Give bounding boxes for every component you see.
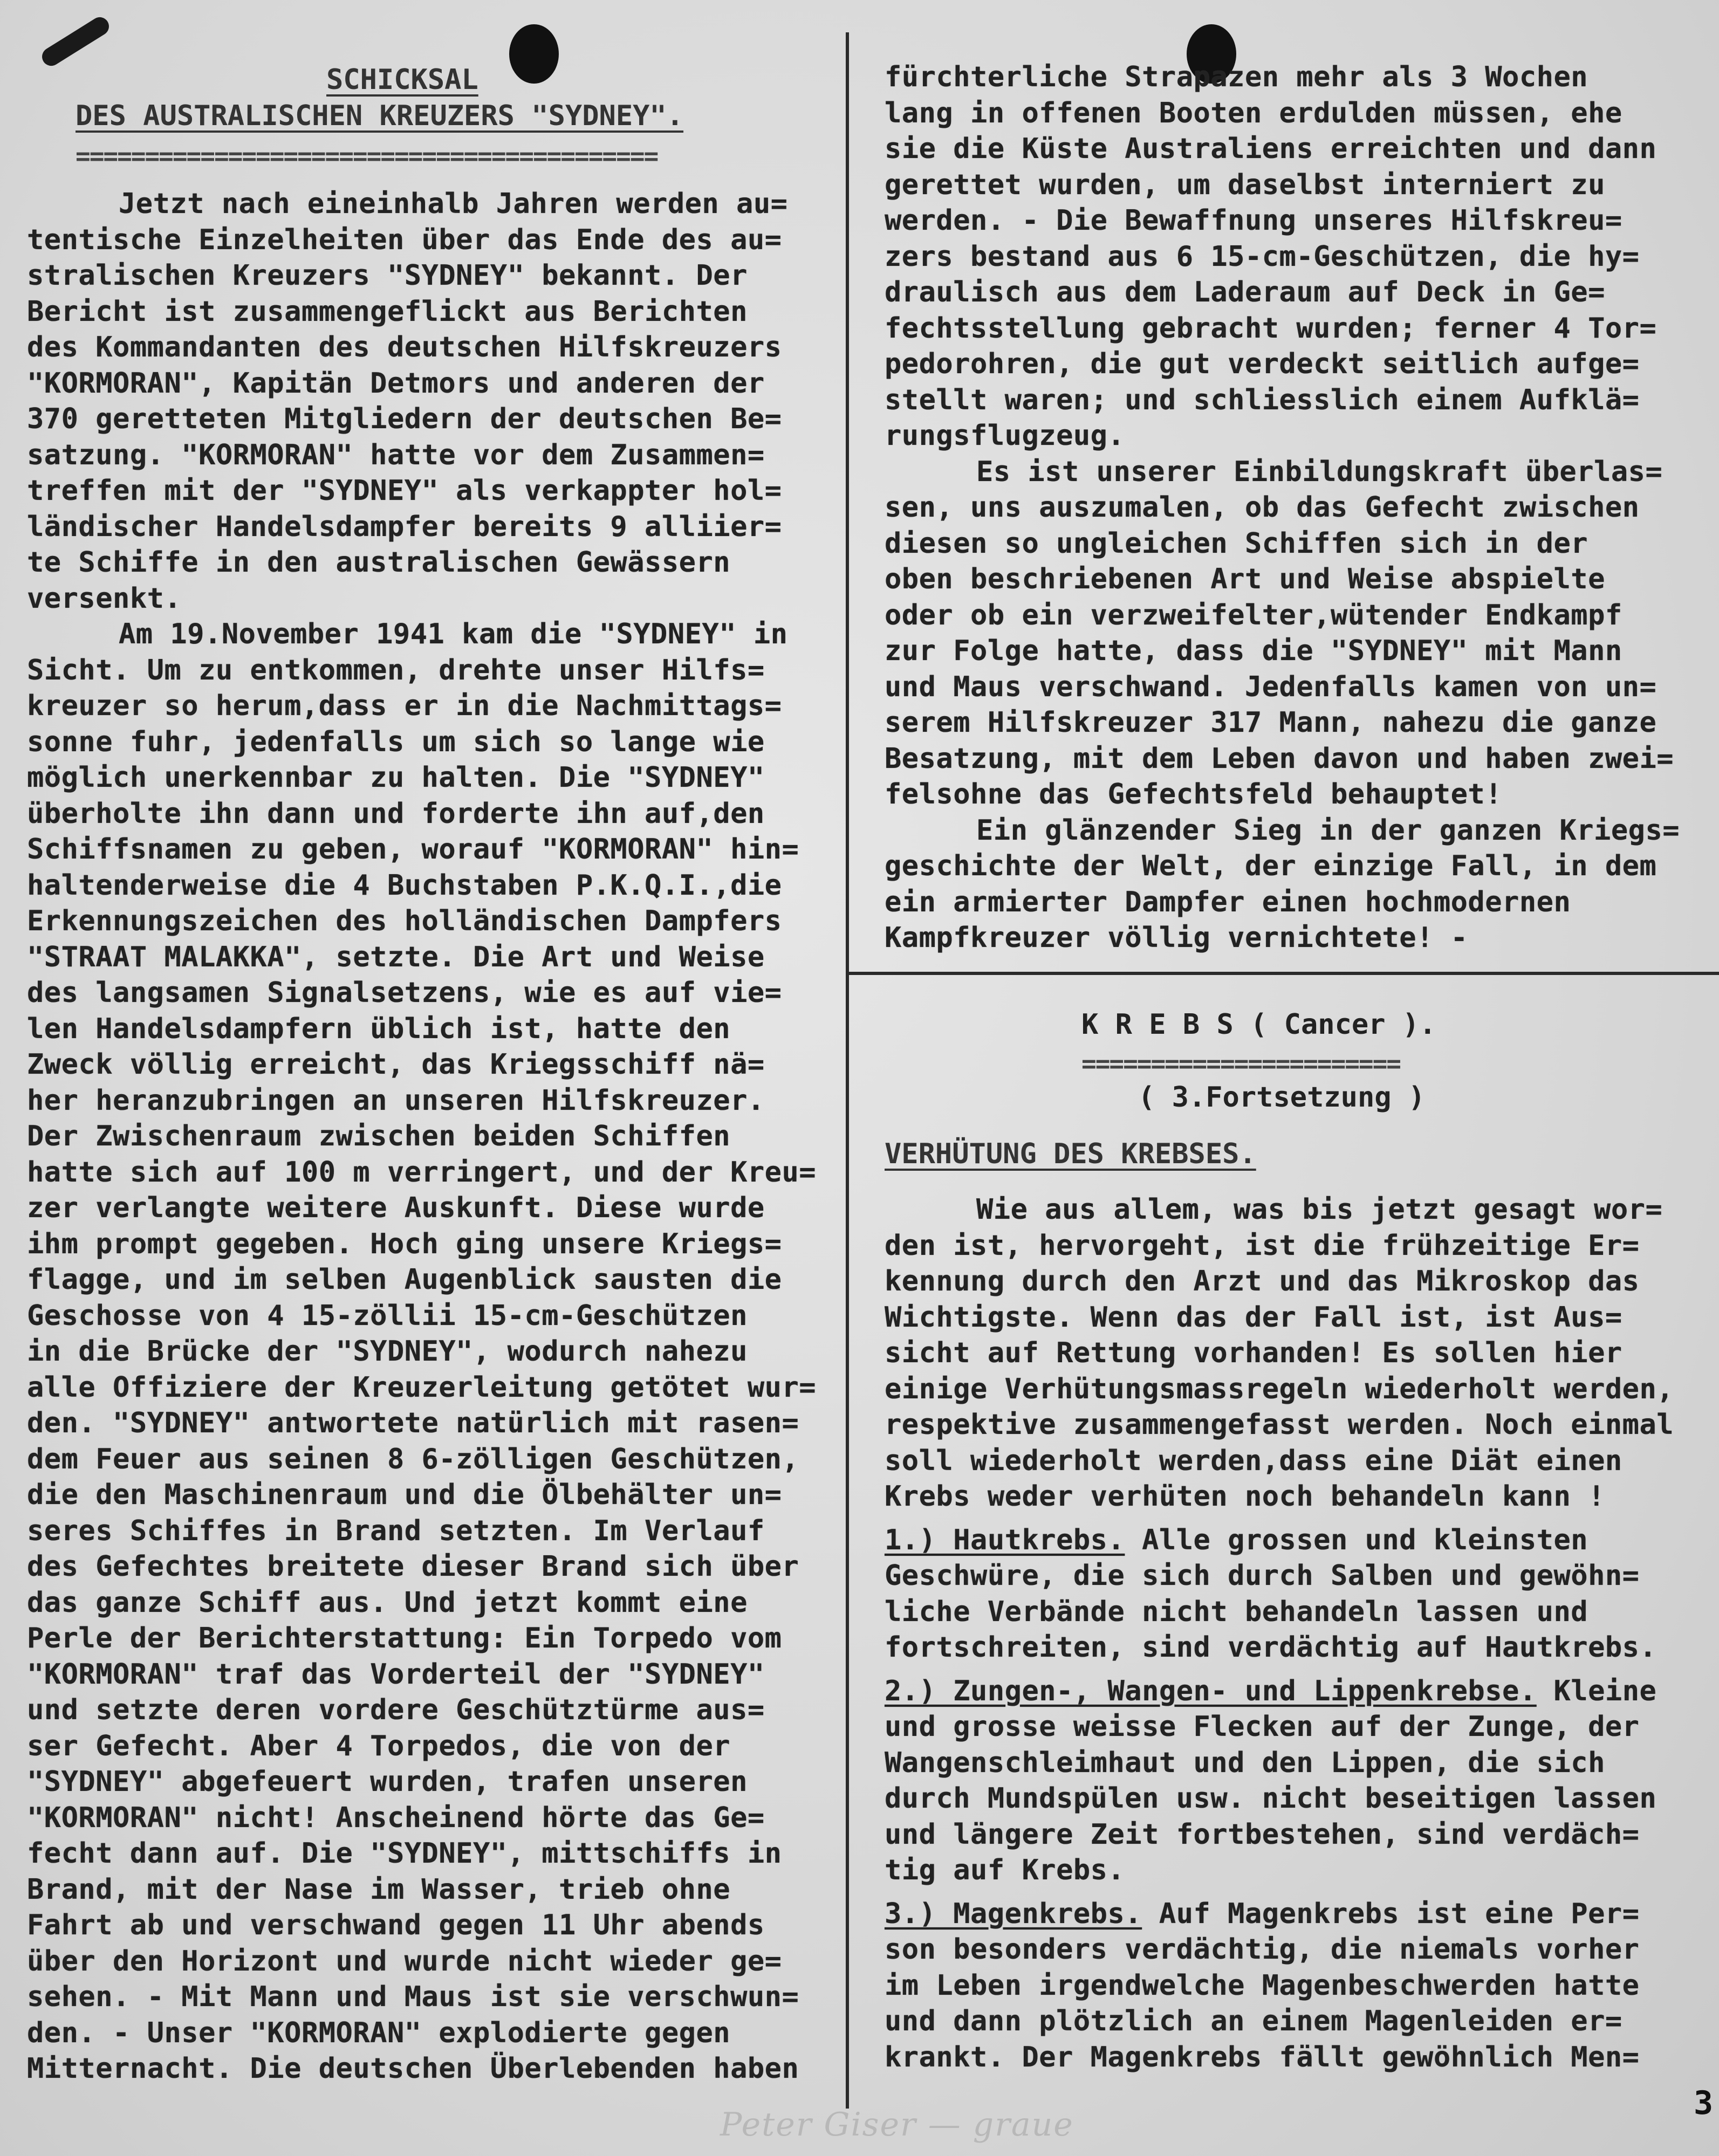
page-number: 3 [1694,2084,1714,2122]
list-item-zungenkrebs [885,1673,1674,1709]
text-line: zer verlangte weitere Auskunft. Diese wurde [27,1192,765,1224]
left-column-text [27,186,816,2087]
text-line: oben beschriebenen Art und Weise abspielte [885,563,1605,595]
text-line: zers bestand aus 6 15-cm-Geschützen, die hy= [885,240,1640,273]
text-line: Schiffsnamen zu geben, worauf "KORMORAN" hin= [27,833,799,866]
text-line: haltenderweise die 4 Buchstaben P.K.Q.I.,die [27,869,782,902]
text-line: sehen. - Mit Mann und Maus ist sie verschwun= [27,1981,799,2013]
text-line: satzung. "KORMORAN" hatte vor dem Zusammen= [27,438,765,471]
text-line: fecht dann auf. Die "SYDNEY", mittschiffs in [27,1837,782,1870]
text-line: ländischer Handelsdampfer bereits 9 alliier= [27,510,782,543]
text-line: her heranzubringen an unseren Hilfskreuzer. [27,1084,765,1117]
text-line: Zweck völlig erreicht, das Kriegsschiff nä= [27,1048,765,1081]
text-line: Es ist unserer Einbildungskraft überlas= [976,455,1663,488]
text-line: Jetzt nach eineinhalb Jahren werden au= [119,188,788,220]
text-line: soll wiederholt werden,dass eine Diät einen [885,1444,1622,1477]
text-line: rungsflugzeug. [885,420,1125,452]
text-line: des Kommandanten des deutschen Hilfskreuzers [27,331,782,363]
text-line: respektive zusammengefasst werden. Noch einmal [885,1409,1674,1441]
text-line: hatte sich auf 100 m verringert, und der Kreu= [27,1156,817,1189]
column-divider-vertical [846,32,849,2109]
text-line: ser Gefecht. Aber 4 Torpedos, die von der [27,1729,731,1762]
text-line: Bericht ist zusammengeflickt aus Berichten [27,295,748,328]
krebs-body-text [885,1192,1674,2075]
text-line: son besonders verdächtig, die niemals vorher [885,1933,1640,1966]
text-line: dem Feuer aus seinen 8 6-zölligen Geschützen, [27,1443,799,1475]
text-line: tentische Einzelheiten über das Ende des au= [27,223,782,256]
text-line: das ganze Schiff aus. Und jetzt kommt eine [27,1586,748,1619]
list-item-magenkrebs [885,1896,1674,1932]
text-line: Krebs weder verhüten noch behandeln kann ! [885,1480,1605,1513]
text-line: über den Horizont und wurde nicht wieder ge= [27,1945,782,1978]
text-line: Brand, mit der Nase im Wasser, trieb ohne [27,1873,731,1906]
text-line: te Schiffe in den australischen Gewässern [27,546,731,579]
text-line: "KORMORAN" nicht! Anscheinend hörte das Ge= [27,1801,765,1834]
column-divider-horizontal [849,972,1719,975]
krebs-divider: ======================= [1081,1049,1400,1078]
text-line: lang in offenen Booten erdulden müssen, ehe [885,97,1622,129]
text-line: felsohne das Gefechtsfeld behauptet! [885,778,1503,811]
text-line: die den Maschinenraum und die Ölbehälter un= [27,1479,782,1511]
text-line: möglich unerkennbar zu halten. Die "SYDNEY" [27,761,765,794]
text-line: geschichte der Welt, der einzige Fall, in dem [885,850,1657,882]
text-line: tig auf Krebs. [885,1854,1125,1886]
item-label: 3.) Magenkrebs. [885,1897,1142,1930]
text-line: und grosse weisse Flecken auf der Zunge, der [885,1711,1640,1743]
text-line: Sicht. Um zu entkommen, drehte unser Hilfs= [27,654,765,686]
text-line: stralischen Kreuzers "SYDNEY" bekannt. Der [27,259,748,292]
item-text: Alle grossen und kleinsten [1125,1523,1588,1556]
text-line: diesen so ungleichen Schiffen sich in der [885,527,1588,560]
krebs-title: K R E B S ( Cancer ). [1081,1008,1436,1041]
text-line: "SYDNEY" abgefeuert wurden, trafen unseren [27,1766,748,1798]
text-line: Fahrt ab und verschwand gegen 11 Uhr abends [27,1909,765,1941]
text-line: fechtsstellung gebracht wurden; ferner 4 Tor= [885,312,1657,345]
spacer [885,1889,1674,1896]
text-line: Mitternacht. Die deutschen Überlebenden haben [27,2052,799,2085]
text-line: den. "SYDNEY" antwortete natürlich mit rasen= [27,1407,799,1439]
text-line: Geschosse von 4 15-zöllii 15-cm-Geschützen [27,1299,748,1332]
text-line: liche Verbände nicht behandeln lassen und [885,1595,1588,1628]
text-line: stellt waren; und schliesslich einem Aufklä= [885,383,1640,416]
text-line: sonne fuhr, jedenfalls um sich so lange wie [27,725,765,758]
handwritten-note: Peter Giser — graue [720,2106,1074,2144]
text-line: und dann plötzlich an einem Magenleiden er= [885,2005,1622,2037]
text-line: Perle der Berichterstattung: Ein Torpedo vom [27,1622,782,1654]
text-line: sie die Küste Australiens erreichten und dann [885,133,1657,165]
text-line: pedorohren, die gut verdeckt seitlich aufge= [885,348,1640,380]
text-line: überholte ihn dann und forderte ihn auf,den [27,797,765,830]
text-line: Ein glänzender Sieg in der ganzen Kriegs= [976,814,1680,847]
text-line: fürchterliche Strapazen mehr als 3 Wochen [885,61,1588,93]
text-line: den ist, hervorgeht, ist die frühzeitige Er= [885,1229,1640,1262]
text-line: zur Folge hatte, dass die "SYDNEY" mit Mann [885,635,1622,667]
text-line: sen, uns auszumalen, ob das Gefecht zwischen [885,491,1640,524]
text-line: und Maus verschwand. Jedenfalls kamen von un= [885,670,1657,703]
ink-smudge [39,13,113,69]
text-line: draulisch aus dem Laderaum auf Deck in Ge= [885,276,1605,308]
text-line: und längere Zeit fortbestehen, sind verdäch= [885,1818,1640,1851]
text-line: im Leben irgendwelche Magenbeschwerden hatte [885,1969,1640,2002]
text-line: versenkt. [27,582,182,615]
text-line: alle Offiziere der Kreuzerleitung getötet wur= [27,1371,817,1404]
text-line: "KORMORAN" traf das Vorderteil der "SYDNEY" [27,1658,765,1691]
text-line: oder ob ein verzweifelter,wütender Endkampf [885,599,1622,631]
text-line: ihm prompt gegeben. Hoch ging unsere Kriegs= [27,1227,782,1260]
spacer [885,1666,1674,1673]
item-label: 1.) Hautkrebs. [885,1523,1125,1556]
text-line: durch Mundspülen usw. nicht beseitigen lassen [885,1782,1657,1815]
spacer [885,1515,1674,1522]
text-line: fortschreiten, sind verdächtig auf Hautkrebs. [885,1631,1657,1664]
text-line: sicht auf Rettung vorhanden! Es sollen hier [885,1337,1622,1369]
text-line: und setzte deren vordere Geschütztürme aus= [27,1694,765,1726]
section-heading: VERHÜTUNG DES KREBSES. [885,1138,1256,1170]
article-title-line2: DES AUSTRALISCHEN KREUZERS "SYDNEY". [76,100,684,132]
text-line: Wangenschleimhaut und den Lippen, die sich [885,1746,1605,1779]
title-divider: ========================================== [76,141,658,170]
text-line: einige Verhütungsmassregeln wiederholt werden, [885,1372,1674,1405]
item-text: Kleine [1536,1674,1657,1707]
text-line: Wichtigste. Wenn das der Fall ist, ist Aus= [885,1301,1622,1334]
item-text: Auf Magenkrebs ist eine Per= [1142,1897,1640,1930]
text-line: gerettet wurden, um daselbst interniert zu [885,168,1605,201]
text-line: "STRAAT MALAKKA", setzte. Die Art und Weise [27,940,765,973]
text-line: ein armierter Dampfer einen hochmodernen [885,885,1571,918]
text-line: Besatzung, mit dem Leben davon und haben zwei= [885,742,1674,775]
text-line: Wie aus allem, was bis jetzt gesagt wor= [976,1193,1663,1226]
article-title-line1: SCHICKSAL [326,64,478,96]
text-line: Am 19.November 1941 kam die "SYDNEY" in [119,618,788,650]
text-line: Kampfkreuzer völlig vernichtete! - [885,922,1468,954]
text-line: Der Zwischenraum zwischen beiden Schiffen [27,1120,731,1152]
text-line: 370 geretteten Mitgliedern der deutschen Be= [27,403,782,435]
text-line: serem Hilfskreuzer 317 Mann, nahezu die ganze [885,706,1657,739]
text-line: des langsamen Signalsetzens, wie es auf vie= [27,977,782,1009]
text-line: "KORMORAN", Kapitän Detmors und anderen der [27,367,765,400]
text-line: kennung durch den Arzt und das Mikroskop das [885,1265,1640,1297]
item-label: 2.) Zungen-, Wangen- und Lippenkrebse. [885,1674,1537,1707]
krebs-subtitle: ( 3.Fortsetzung ) [1138,1081,1426,1114]
text-line: seres Schiffes in Brand setzten. Im Verlauf [27,1514,765,1547]
punch-hole-left [509,24,559,84]
text-line: den. - Unser "KORMORAN" explodierte gegen [27,2016,731,2049]
text-line: Geschwüre, die sich durch Salben und gewöhn= [885,1560,1640,1592]
list-item-hautkrebs [885,1522,1674,1558]
text-line: Erkennungszeichen des holländischen Dampfers [27,905,782,937]
text-line: len Handelsdampfern üblich ist, hatte den [27,1012,731,1045]
text-line: in die Brücke der "SYDNEY", wodurch nahezu [27,1335,748,1368]
text-line: treffen mit der "SYDNEY" als verkappter hol= [27,475,782,507]
text-line: krankt. Der Magenkrebs fällt gewöhnlich Men= [885,2041,1640,2073]
text-line: des Gefechtes breitete dieser Brand sich über [27,1550,799,1583]
text-line: werden. - Die Bewaffnung unseres Hilfskreu= [885,204,1622,237]
text-line: flagge, und im selben Augenblick sausten die [27,1264,782,1296]
text-line: kreuzer so herum,dass er in die Nachmittags= [27,690,782,722]
right-top-column-text [885,59,1680,956]
